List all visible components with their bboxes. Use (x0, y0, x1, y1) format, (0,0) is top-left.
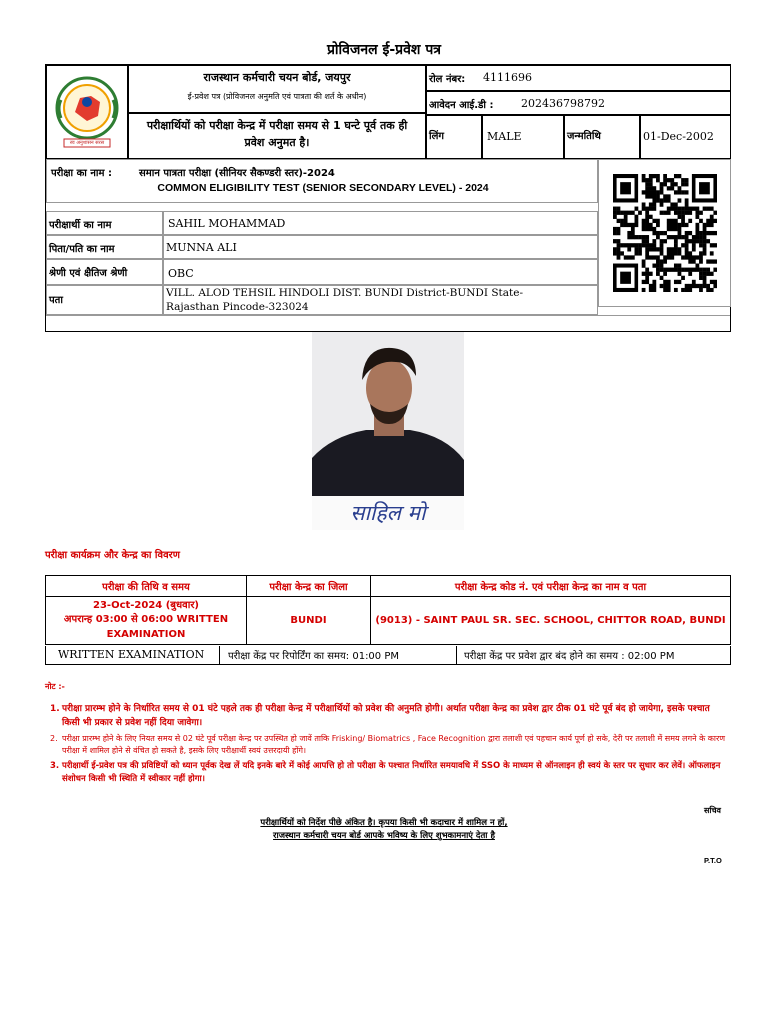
address-label: पता (49, 295, 63, 306)
dob-value-cell (640, 115, 731, 159)
logo-text: स्व अनुशासन सरस (69, 140, 105, 146)
dob-value: 01-Dec-2002 (643, 130, 714, 143)
page-title: प्रोविजनल ई-प्रवेश पत्र (326, 42, 442, 58)
candidate-name-value: SAHIL MOHAMMAD (168, 217, 286, 230)
application-id-value: 202436798792 (521, 97, 605, 110)
roll-number-value: 4111696 (483, 71, 532, 84)
notes-label: नोट :- (45, 682, 65, 691)
header-date-time: परीक्षा की तिथि व समय (46, 576, 247, 597)
exam-time: अपरान्ह 03:00 से 06:00 WRITTEN EXAMINATION (63, 614, 229, 640)
divider (46, 315, 730, 316)
footer-message (0, 817, 768, 843)
exam-mode: WRITTEN EXAMINATION (58, 648, 205, 661)
note-text: परीक्षा प्रारम्भ होने के निर्धारित समय से 01 घंटे पहले तक ही परीक्षा केन्द्र में परीक्षार्थियों को प्रवेश की अनुमति होगी। अर्थात परीक्षा केन्द्र का प्रवेश द्वार ठीक 01 घंटे पूर्व बंद हो जायेगा, इसके पश्चात किसी भी प्रकार से प्रवेश नहीं दिया जावेगा। (62, 704, 710, 728)
address-value-cell (163, 285, 598, 315)
logo-cell (46, 65, 128, 159)
gender-value: MALE (487, 130, 522, 143)
category-label: श्रेणी एवं क्षैतिज श्रेणी (49, 268, 128, 279)
schedule-table (45, 575, 731, 645)
candidate-name-value-cell (163, 211, 598, 235)
gender-value-cell (482, 115, 564, 159)
note-text: परीक्षा प्रारम्भ होने के लिए नियत समय से 02 घंटे पूर्व परीक्षा केन्द्र पर उपस्थित हो जावें ताकि Frisking/ Biomatrics , Face Recognition द्वारा तलाशी एवं पहचान कार्य पूर्ण हो सके, देरी पर तलाशी में समय लगने के कारण परीक्षा में शामिल होने से वंचित हो सकते है, इसके लिए परीक्षार्थी स्वयं उत्तरदायी होंगे। (62, 733, 726, 756)
notes-list (50, 703, 726, 788)
father-name-value: MUNNA ALI (166, 241, 237, 254)
note-text: परीक्षार्थी ई-प्रवेश पत्र की प्रविष्टियों को ध्यान पूर्वक देख लें यदि इनके बारे में कोई आपत्ति हो तो परीक्षा के पश्चात निर्धारित समयावधि में SSO के माध्यम से ऑनलाइन ही स्वयं के स्तर पर सुधार कर लेवें। ऑफलाइन संशोधन किसी भी स्थिति में स्वीकार नहीं होगा। (62, 760, 721, 784)
note-item: 3. परीक्षार्थी ई-प्रवेश पत्र की प्रविष्टियों को ध्यान पूर्वक देख लें यदि इनके बारे में कोई आपत्ति हो तो परीक्षा के पश्चात निर्धारित समयावधि में SSO के माध्यम से ऑनलाइन ही स्वयं के स्तर पर सुधार कर लेवें। ऑफलाइन संशोधन किसी भी स्थिति में स्वीकार नहीं होगा। (50, 760, 726, 786)
admit-card-header (45, 64, 731, 332)
note-item: 2. परीक्षा प्रारम्भ होने के लिए नियत समय से 02 घंटे पूर्व परीक्षा केन्द्र पर उपस्थित हो जावें ताकि Frisking/ Biomatrics , Face Recognition द्वारा तलाशी एवं पहचान कार्य पूर्ण हो सके, देरी पर तलाशी में समय लगने के कारण परीक्षा में शामिल होने से वंचित हो सकते है, इसके लिए परीक्षार्थी स्वयं उत्तरदायी होंगे। (50, 733, 726, 758)
secretary-label: सचिव (704, 806, 722, 815)
address-label-cell (46, 285, 163, 315)
dob-label: जन्मतिथि (567, 131, 601, 142)
father-name-label-cell (46, 235, 163, 259)
exam-name-hindi: समान पात्रता परीक्षा (सीनियर सैकण्डरी स्तर)-2024 (139, 168, 335, 179)
exam-date-time-cell (46, 597, 247, 645)
gender-label: लिंग (429, 131, 444, 142)
timing-divider (456, 646, 457, 664)
exam-mode-cell (46, 646, 220, 664)
header-center: परीक्षा केन्द्र कोड नं. एवं परीक्षा केन्द्र का नाम व पता (371, 576, 731, 597)
schedule-data-row (46, 597, 731, 645)
candidate-name-label: परीक्षार्थी का नाम (49, 220, 112, 231)
schedule-section-title: परीक्षा कार्यक्रम और केन्द्र का विवरण (45, 550, 180, 561)
note-item: 1. परीक्षा प्रारम्भ होने के निर्धारित समय से 01 घंटे पहले तक ही परीक्षा केन्द्र में परीक्षार्थियों को प्रवेश की अनुमति होगी। अर्थात परीक्षा केन्द्र का प्रवेश द्वार ठीक 01 घंटे पूर्व बंद हो जायेगा, इसके पश्चात किसी भी प्रकार से प्रवेश नहीं दिया जावेगा। (50, 703, 726, 731)
qr-code-icon (613, 174, 717, 292)
schedule-timing-row (45, 646, 731, 665)
board-name-cell (128, 65, 426, 113)
category-value-cell (163, 259, 598, 285)
entry-notice-cell (128, 113, 426, 159)
qr-code-cell (598, 159, 731, 307)
candidate-photo (312, 332, 464, 496)
exam-name-block (46, 159, 598, 203)
header-district: परीक्षा केन्द्र का जिला (247, 576, 371, 597)
dob-label-cell (564, 115, 640, 159)
pto-label: P.T.O (704, 856, 722, 865)
exam-district: BUNDI (247, 597, 371, 645)
signature-text: साहिल मो (350, 501, 426, 525)
footer-line-2: राजस्थान कर्मचारी चयन बोर्ड आपके भविष्य के लिए शुभकामनाएं देता है (273, 831, 495, 842)
father-name-label: पिता/पति का नाम (49, 244, 115, 255)
board-subtitle: ई-प्रवेश पत्र (प्रोविजनल अनुमति एवं पात्रता की शर्त के अधीन) (187, 92, 367, 101)
reporting-time: परीक्षा केंद्र पर रिपोर्टिंग का समय: 01:00 PM (228, 651, 399, 662)
board-name: राजस्थान कर्मचारी चयन बोर्ड, जयपुर (203, 71, 351, 84)
exam-center: (9013) - SAINT PAUL SR. SEC. SCHOOL, CHITTOR ROAD, BUNDI (371, 597, 731, 645)
schedule-header-row (46, 576, 731, 597)
roll-number-row (426, 65, 731, 91)
exam-name-english: COMMON ELIGIBILITY TEST (SENIOR SECONDARY LEVEL) - 2024 (157, 182, 489, 194)
category-value: OBC (168, 267, 194, 280)
candidate-signature (312, 496, 464, 530)
exam-date: 23-Oct-2024 (बुधवार) (93, 599, 199, 611)
address-value: VILL. ALOD TEHSIL HINDOLI DIST. BUNDI District-BUNDI State-Rajasthan Pincode-323024 (166, 287, 523, 313)
application-id-label: आवेदन आई.डी : (429, 100, 494, 111)
gate-close-time: परीक्षा केंद्र पर प्रवेश द्वार बंद होने का समय : 02:00 PM (464, 651, 675, 662)
exam-name-label: परीक्षा का नाम : (51, 168, 112, 179)
footer-line-1: परीक्षार्थियों को निर्देश पीछे अंकित है। कृपया किसी भी कदाचार में शामिल न हों, (260, 818, 508, 828)
entry-notice: परीक्षार्थियों को परीक्षा केन्द्र में परीक्षा समय से 1 घन्टे पूर्व तक ही प्रवेश अनुमत है। (146, 119, 408, 149)
person-photo-icon (312, 332, 464, 496)
roll-number-label: रोल नंबर: (429, 74, 466, 85)
candidate-name-label-cell (46, 211, 163, 235)
application-id-row (426, 91, 731, 115)
gender-label-cell (426, 115, 482, 159)
father-name-value-cell (163, 235, 598, 259)
category-label-cell (46, 259, 163, 285)
